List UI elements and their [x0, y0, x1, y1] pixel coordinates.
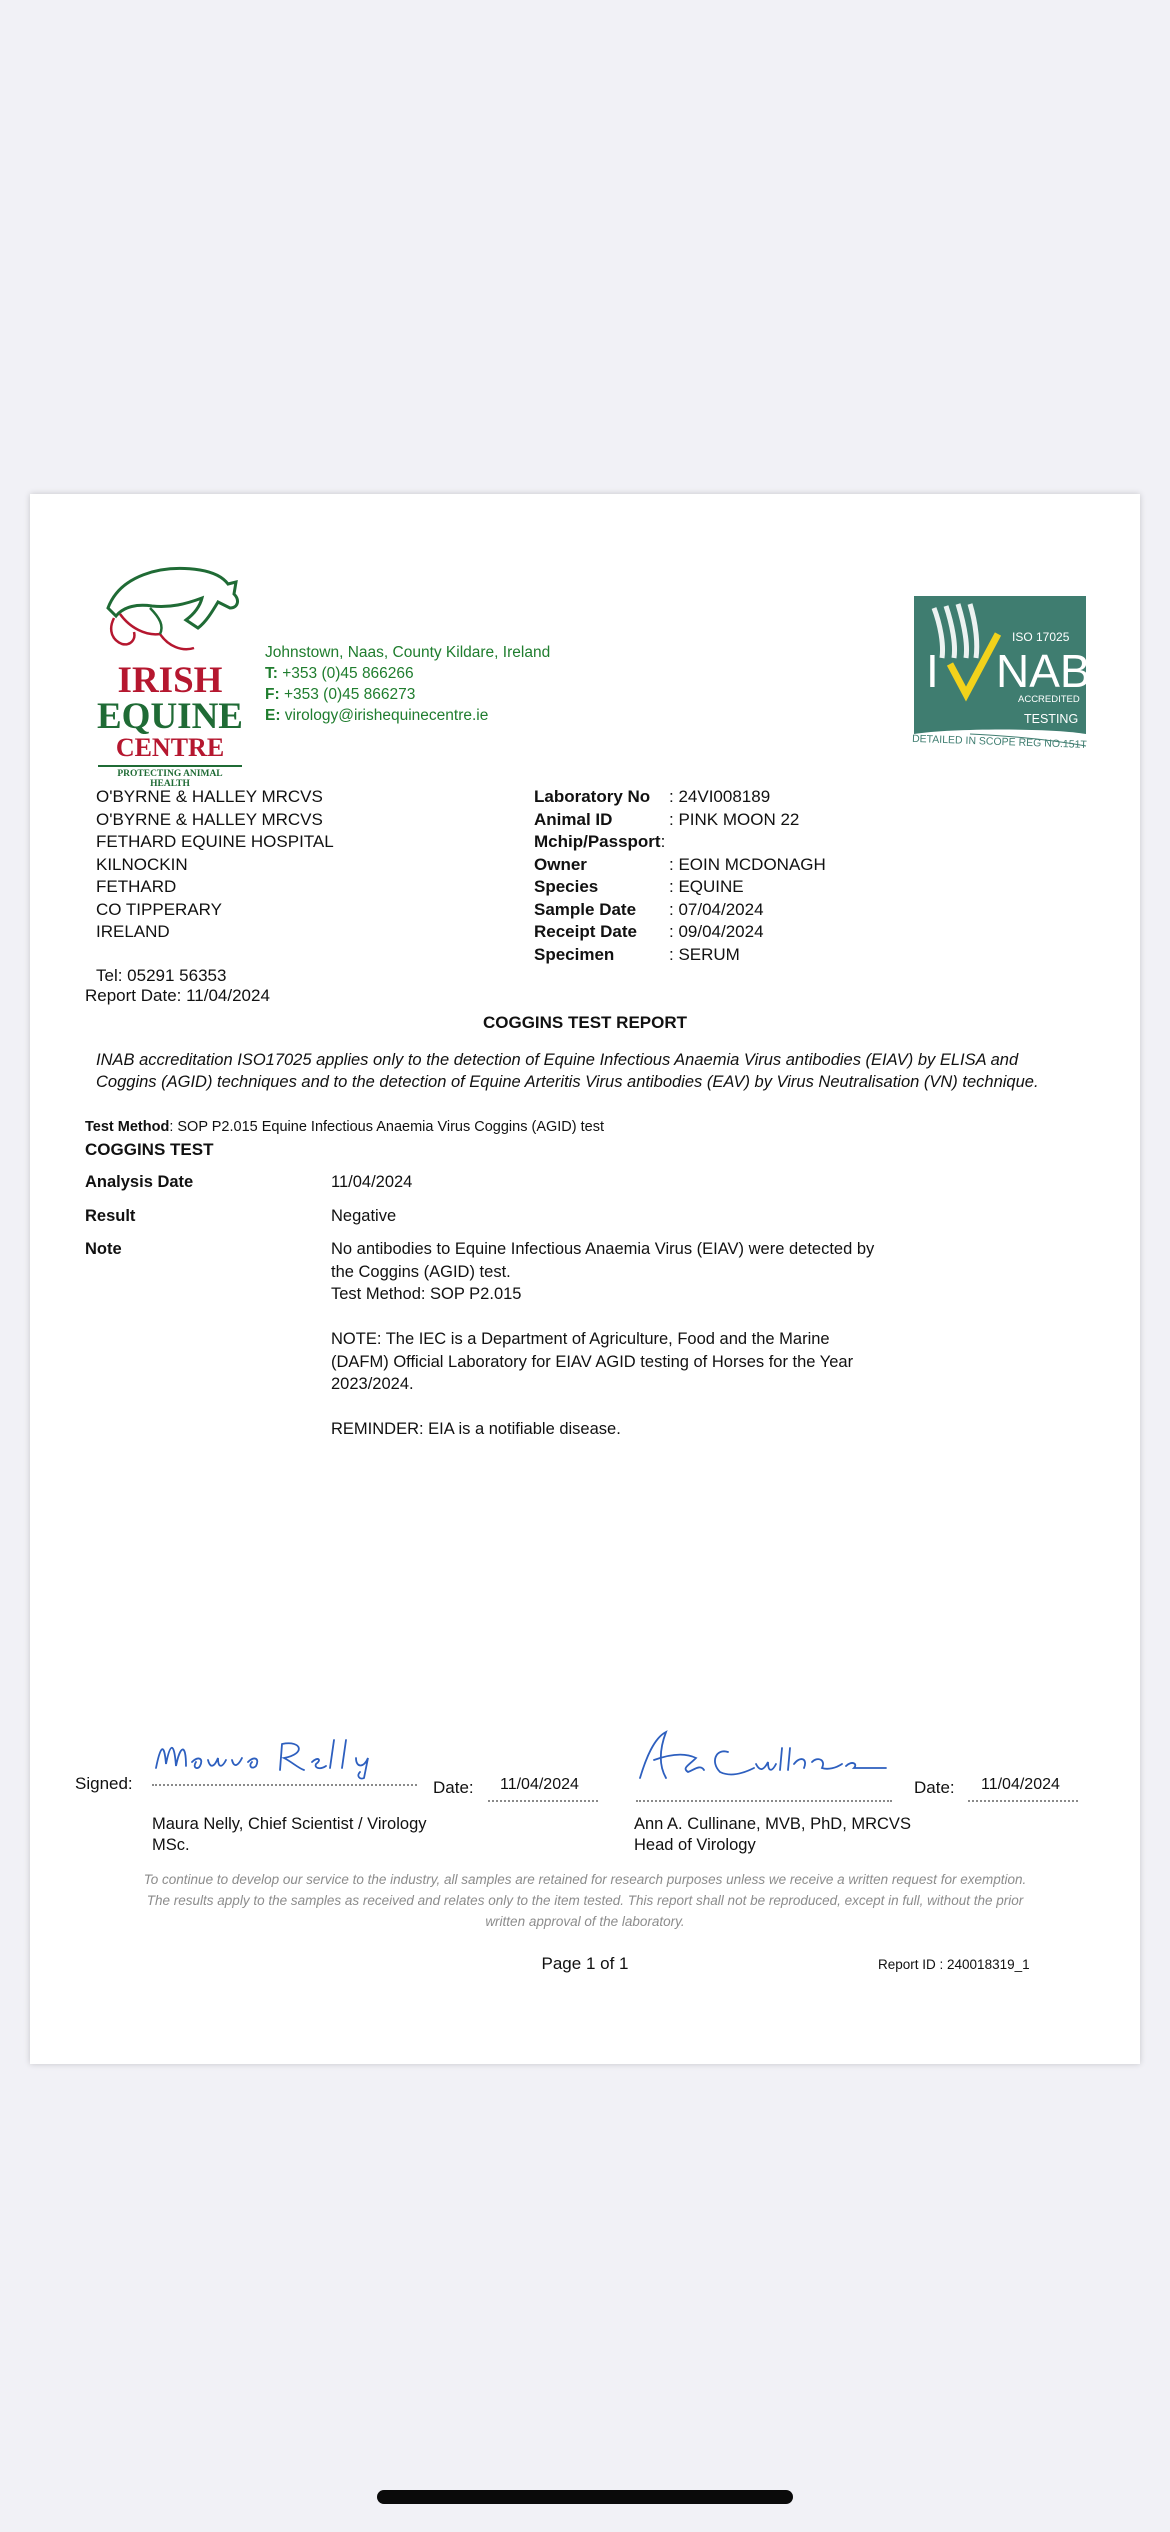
signed-label: Signed:: [75, 1774, 133, 1793]
inab-testing-text: TESTING: [1024, 712, 1079, 726]
test-method: Test Method: SOP P2.015 Equine Infectious Anaemia Virus Coggins (AGID) test: [85, 1119, 605, 1135]
inab-iso-text: ISO 17025: [1012, 630, 1070, 644]
result-value: Negative: [331, 1207, 397, 1225]
date-label: Date:: [914, 1778, 955, 1797]
signature-scribble-icon: [636, 1728, 896, 1784]
note-value: No antibodies to Equine Infectious Anaemia Virus (EIAV) were detected by the Coggins (AGID) test. Test Method: SOP P2.015 NOTE: The IEC is a Department of Agriculture, Food and the Marine (DAFM) Official Laboratory for EIAV AGID testing of Horses for the Year 2023/2024. REMINDER: EIA is a notifiable disease.: [331, 1240, 875, 1438]
accreditation-note: INAB accreditation ISO17025 applies only to the detection of Equine Infectious Anaemia Virus antibodies (EIAV) by ELISA and Coggins (AGID) techniques and to the detection of Equine Arteritis Virus antibodies (EAV) by Virus Neutralisation (VN) technique.: [96, 1051, 1039, 1091]
address-line: FETHARD: [96, 877, 177, 896]
logo-equine-text: EQUINE: [97, 696, 243, 737]
signature-scribble-icon: [152, 1734, 412, 1780]
logo-centre-text: CENTRE: [115, 733, 225, 762]
detail-row: Species : EQUINE: [534, 877, 744, 896]
analysis-date-value: 11/04/2024: [331, 1173, 413, 1191]
report-title: COGGINS TEST REPORT: [482, 1013, 688, 1032]
sample-details: [534, 786, 826, 966]
address-line: KILNOCKIN: [96, 854, 188, 874]
recipient-tel: Tel: 05291 56353: [96, 966, 227, 985]
report-id: Report ID : 240018319_1: [878, 1957, 1030, 1972]
irish-equine-centre-logo: [90, 556, 250, 789]
signature-line: [152, 1784, 417, 1786]
detail-row: Mchip/Passport :: [534, 832, 666, 851]
report-date: Report Date: 11/04/2024: [85, 986, 270, 1005]
report-page: [30, 494, 1140, 2064]
address-line: IRELAND: [96, 922, 170, 941]
signature-line: [636, 1800, 892, 1802]
logo-irish-text: IRISH: [117, 660, 223, 701]
section-title: COGGINS TEST: [85, 1140, 214, 1159]
date-label: Date:: [433, 1778, 474, 1797]
detail-row: Sample Date : 07/04/2024: [534, 899, 764, 919]
signatory-right: Ann A. Cullinane, MVB, PhD, MRCVS Head of Virology: [634, 1815, 911, 1854]
inab-i-text: I: [926, 645, 939, 697]
address-line: O'BYRNE & HALLEY MRCVS: [96, 809, 323, 829]
inab-accredited-text: ACCREDITED: [1018, 694, 1080, 705]
signature-date: 11/04/2024: [981, 1776, 1060, 1793]
home-indicator[interactable]: [377, 2490, 793, 2504]
logo-tagline: PROTECTING ANIMAL HEALTH: [98, 765, 242, 789]
page-number: Page 1 of 1: [541, 1954, 629, 1973]
recipient-address: [96, 786, 334, 944]
inab-accreditation-logo: [912, 594, 1092, 754]
disclaimer: To continue to develop our service to the industry, all samples are retained for research purposes unless we receive a written request for exemption. The results apply to the samples as received and relates only to the item tested. This report shall not be reproduced, except in full, without the prior written approval of the laboratory.: [143, 1872, 1027, 1929]
detail-row: Receipt Date : 09/04/2024: [534, 922, 764, 941]
inab-scope-text: DETAILED IN SCOPE REG NO.151T: [911, 732, 1088, 751]
detail-row: Animal ID : PINK MOON 22: [534, 809, 800, 829]
analysis-date-label: Analysis Date: [85, 1173, 194, 1191]
date-line: [968, 1800, 1078, 1802]
phone-line: T: +353 (0)45 866266: [265, 665, 414, 682]
signature-right: [636, 1728, 896, 1784]
address-line: FETHARD EQUINE HOSPITAL: [96, 832, 334, 851]
detail-row: Owner : EOIN MCDONAGH: [534, 854, 826, 874]
note-label: Note: [85, 1240, 122, 1258]
contact-block: [265, 642, 550, 726]
inab-nab-text: NAB: [996, 645, 1091, 697]
address-line: CO TIPPERARY: [96, 899, 222, 919]
signature-date: 11/04/2024: [500, 1776, 579, 1793]
result-label: Result: [85, 1207, 136, 1225]
lab-address: Johnstown, Naas, County Kildare, Ireland: [265, 644, 551, 661]
signature-left: [152, 1734, 412, 1780]
detail-row: Laboratory No : 24VI008189: [534, 787, 771, 806]
address-line: O'BYRNE & HALLEY MRCVS: [96, 787, 323, 806]
date-line: [488, 1800, 598, 1802]
signatory-left: Maura Nelly, Chief Scientist / Virology MSc.: [152, 1815, 427, 1854]
email-line[interactable]: E: virology@irishequinecentre.ie: [265, 707, 489, 724]
fax-line: F: +353 (0)45 866273: [265, 686, 416, 703]
horse-logo-icon: [90, 556, 250, 656]
detail-row: Specimen : SERUM: [534, 944, 740, 964]
